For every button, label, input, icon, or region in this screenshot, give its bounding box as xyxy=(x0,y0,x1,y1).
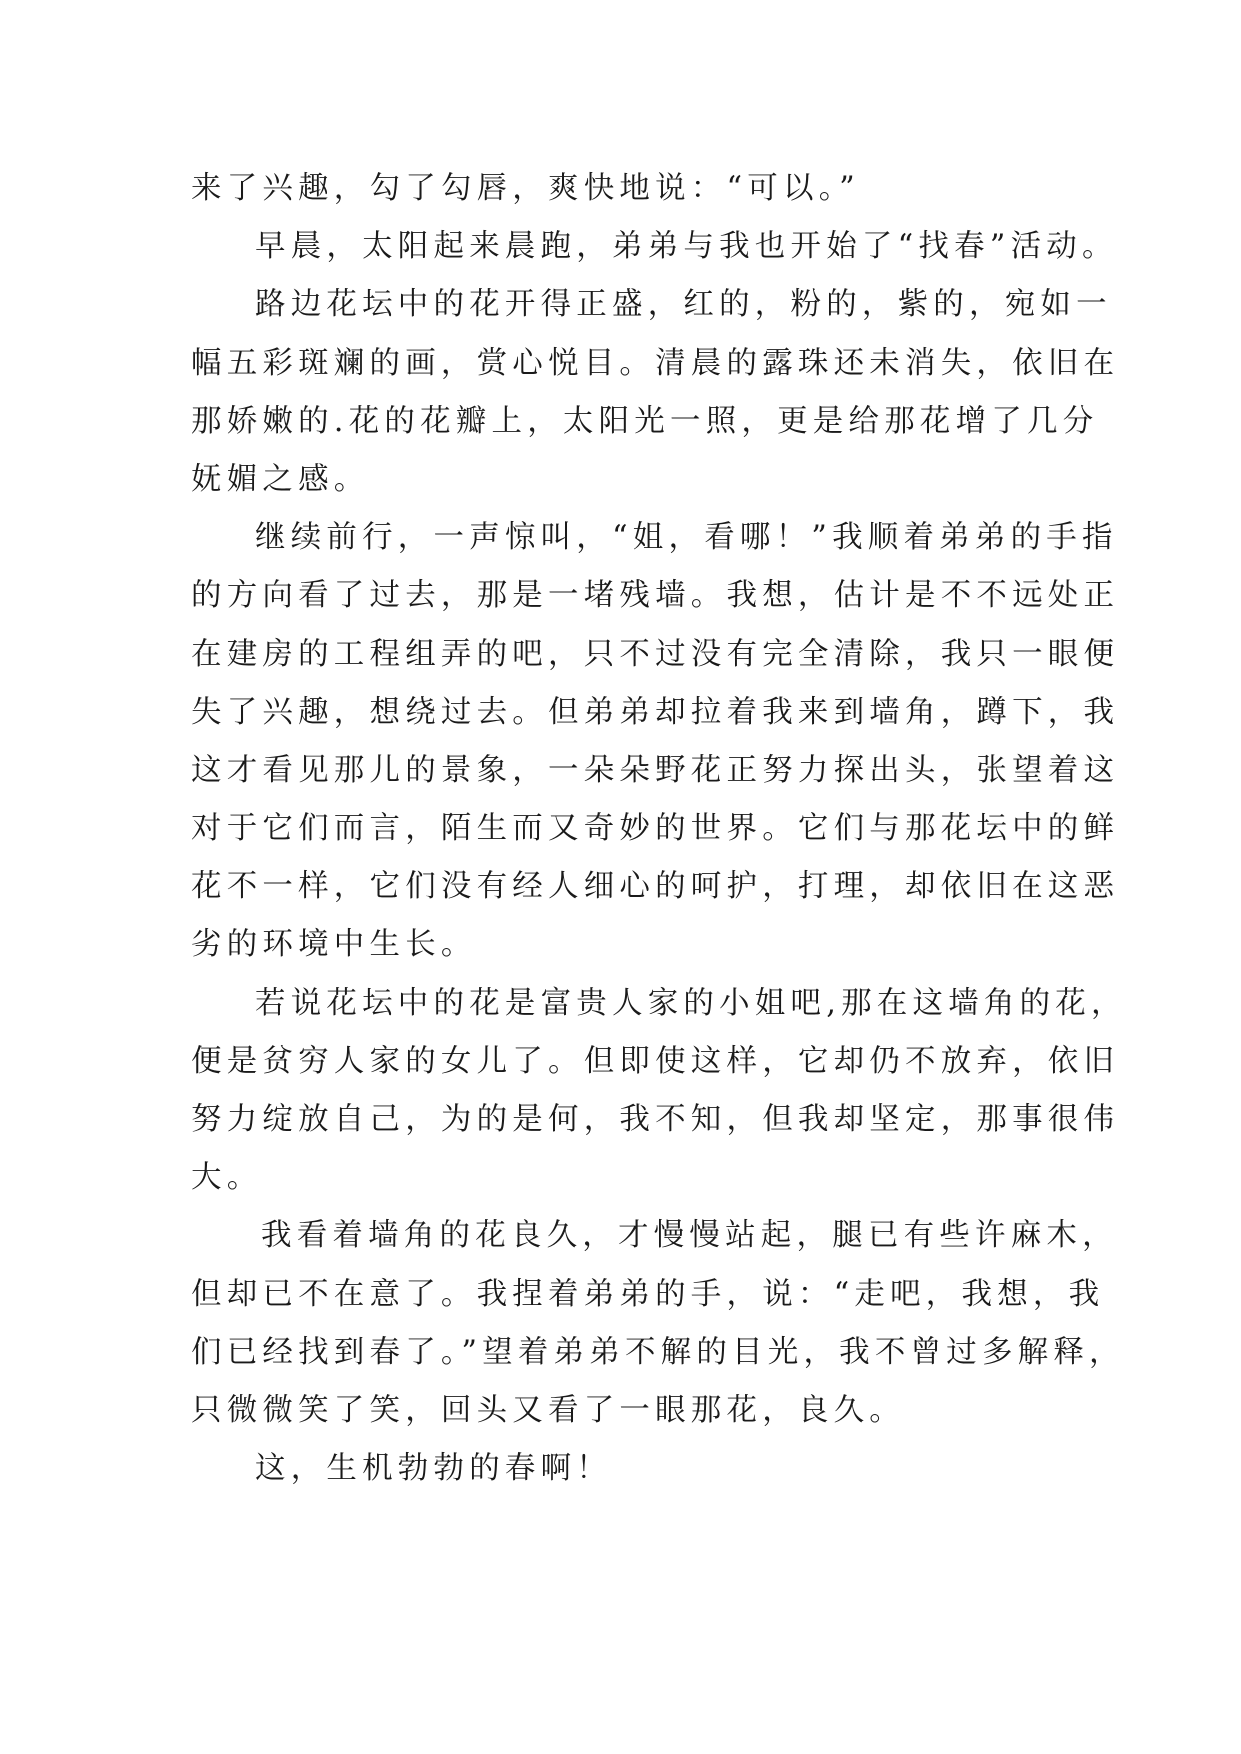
essay-body xyxy=(191,160,1127,1498)
text-line: 来了兴趣，勾了勾唇，爽快地说：“可以。” xyxy=(191,171,860,206)
paragraph-start-line: 若说花坛中的花是富贵人家的小姐吧,那在这墙角的花， xyxy=(255,985,1127,1021)
paragraph-start-line: 路边花坛中的花开得正盛，红的，粉的，紫的，宛如一 xyxy=(255,287,1112,323)
text-line: 幅五彩斑斓的画，赏心悦目。清晨的露珠还未消失，依旧在 xyxy=(191,345,1120,381)
text-line: 只微微笑了笑，回头又看了一眼那花，良久。 xyxy=(191,1392,905,1428)
text-line: 那娇嫩的.花的花瓣上，太阳光一照，更是给那花增了几分 xyxy=(191,403,1099,439)
text-line: 但却已不在意了。我捏着弟弟的手，说：“走吧，我想，我 xyxy=(191,1276,1105,1312)
text-line: 这才看见那儿的景象，一朵朵野花正努力探出头，张望着这 xyxy=(191,752,1120,788)
text-line: 妩媚之感。 xyxy=(191,461,370,497)
text-line: 花不一样，它们没有经人细心的呵护，打理，却依旧在这恶 xyxy=(191,869,1120,905)
text-line: 的方向看了过去，那是一堵残墙。我想，估计是不不远处正 xyxy=(191,578,1120,614)
text-line: 大。 xyxy=(191,1160,263,1196)
paragraph-start-line: 早晨，太阳起来晨跑，弟弟与我也开始了“找春”活动。 xyxy=(255,229,1118,265)
text-line: 对于它们而言，陌生而又奇妙的世界。它们与那花坛中的鲜 xyxy=(191,811,1120,847)
text-line: 们已经找到春了。”望着弟弟不解的目光，我不曾过多解释， xyxy=(191,1334,1125,1370)
paragraph-start-line: 继续前行，一声惊叫，“姐，看哪！”我顺着弟弟的手指 xyxy=(255,520,1118,556)
text-line: 劣的环境中生长。 xyxy=(191,927,477,963)
text-line: 失了兴趣，想绕过去。但弟弟却拉着我来到墙角，蹲下，我 xyxy=(191,694,1120,730)
paragraph-start-line: 我看着墙角的花良久，才慢慢站起，腿已有些许麻木， xyxy=(261,1218,1118,1254)
text-line: 努力绽放自己，为的是何，我不知，但我却坚定，那事很伟 xyxy=(191,1102,1120,1137)
paragraph-start-line: 这，生机勃勃的春啊！ xyxy=(255,1451,612,1487)
text-line: 便是贫穷人家的女儿了。但即使这样，它却仍不放弃，依旧 xyxy=(191,1043,1120,1079)
text-line: 在建房的工程组弄的吧，只不过没有完全清除，我只一眼便 xyxy=(191,636,1120,672)
